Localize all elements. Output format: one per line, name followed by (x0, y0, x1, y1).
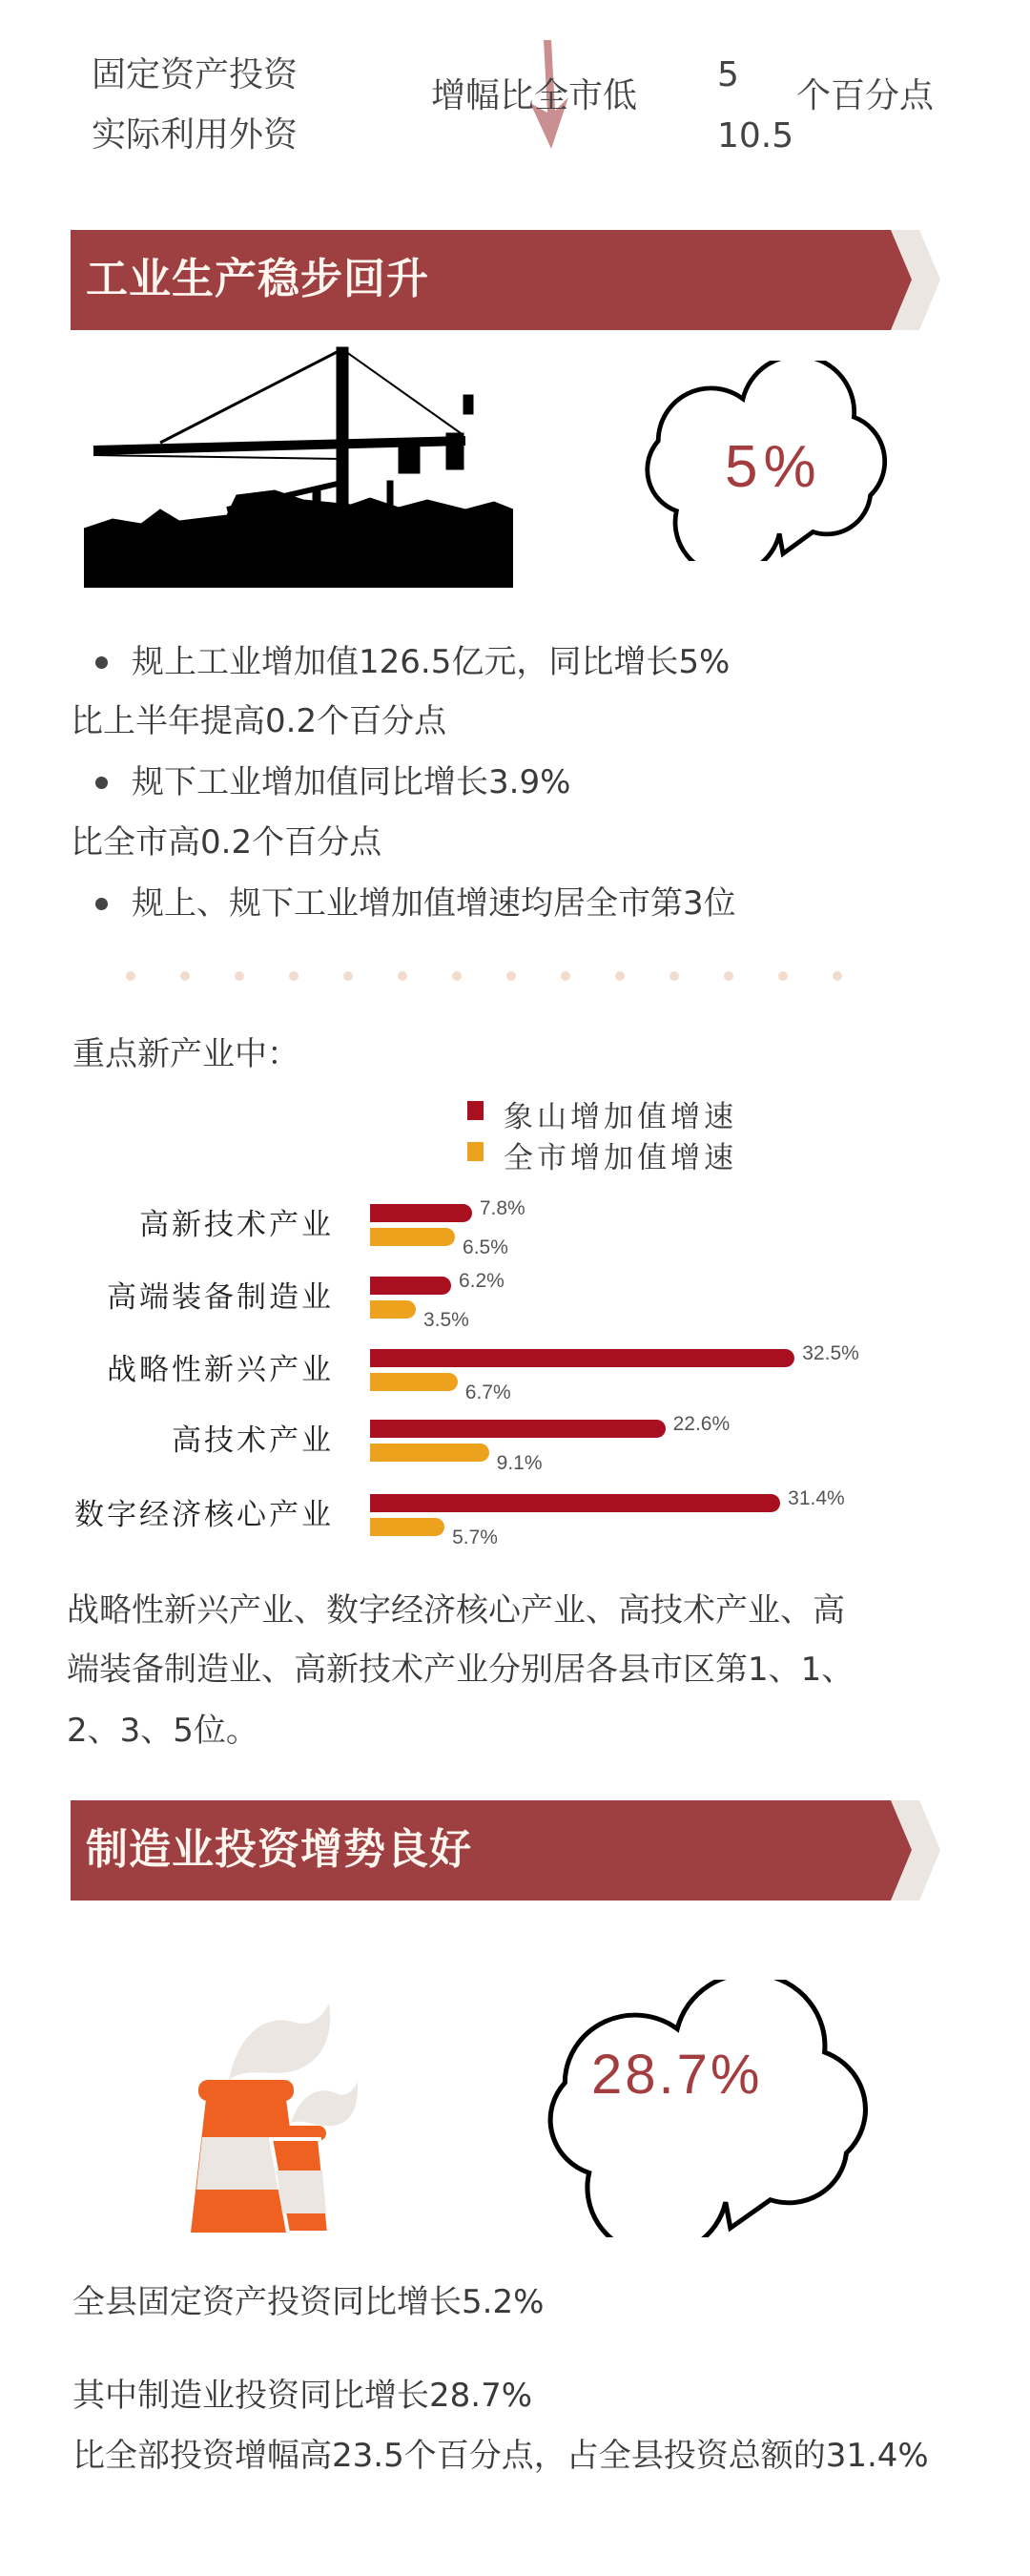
growth-percent: 5% (725, 434, 822, 500)
bar-xiangshan (370, 1277, 451, 1295)
bar-city (370, 1518, 444, 1536)
unit-text: 个百分点 (796, 76, 935, 115)
divider-dot (180, 971, 190, 981)
divider-dot (235, 971, 244, 981)
divider-dot (398, 971, 407, 981)
bar-xiangshan (370, 1420, 666, 1438)
value-label: 32.5% (802, 1342, 859, 1364)
bullet-text: 规上工业增加值126.5亿元，同比增长5% (132, 643, 731, 681)
value-label: 5.7% (452, 1527, 498, 1548)
investment-line: 其中制造业投资同比增长28.7% (72, 2377, 533, 2415)
bar-xiangshan (370, 1349, 794, 1367)
investment-line: 全县固定资产投资同比增长5.2% (72, 2283, 545, 2321)
bullet-icon (95, 777, 108, 789)
bar-city (370, 1300, 416, 1319)
value-label: 6.5% (463, 1236, 508, 1258)
value-label: 3.5% (422, 1309, 469, 1331)
divider-dot (615, 971, 625, 981)
section-banner-manufacturing (71, 1800, 940, 1901)
compare-middle-text: 增幅比全市低 (431, 76, 638, 115)
category-label: 高新技术产业 (139, 1208, 334, 1242)
fixed-asset-investment-label: 固定资产投资 (92, 55, 299, 94)
manufacturing-growth-percent: 28.7% (591, 2044, 763, 2106)
bullet-icon (95, 656, 108, 669)
divider-dot (126, 971, 135, 981)
foreign-capital-label: 实际利用外资 (92, 115, 299, 155)
divider-dot (670, 971, 679, 981)
value-label: 22.6% (672, 1413, 731, 1435)
bullet-icon (95, 898, 108, 910)
value-label: 7.8% (479, 1197, 525, 1219)
divider-dot (724, 971, 733, 981)
legend-label-city: 全市增加值增速 (504, 1141, 737, 1175)
category-label: 高技术产业 (172, 1423, 334, 1458)
chart-note-line: 2、3、5位。 (67, 1712, 258, 1750)
section-title: 工业生产稳步回升 (86, 255, 429, 303)
legend-swatch-city (467, 1142, 484, 1161)
value-label: 31.4% (788, 1487, 845, 1509)
crane-illustration (84, 338, 513, 588)
divider-dot (833, 971, 842, 981)
bullet-text: 规上、规下工业增加值增速均居全市第3位 (132, 884, 736, 923)
category-label: 高端装备制造业 (107, 1280, 334, 1315)
bar-city (370, 1444, 489, 1462)
value-label: 6.7% (464, 1381, 511, 1403)
investment-line: 比全部投资增幅高23.5个百分点，占全县投资总额的31.4% (72, 2437, 929, 2475)
divider-dot (289, 971, 299, 981)
bar-xiangshan (370, 1204, 472, 1222)
chart-note-line: 战略性新兴产业、数字经济核心产业、高技术产业、高 (67, 1591, 845, 1630)
row2-value: 10.5 (717, 116, 794, 156)
category-label: 数字经济核心产业 (74, 1498, 334, 1532)
bullet-text: 规下工业增加值同比增长3.9% (132, 763, 571, 801)
chart-note-line: 端装备制造业、高新技术产业分别居各县市区第1、1、 (67, 1651, 855, 1689)
legend-label-xiangshan: 象山增加值增速 (504, 1100, 737, 1134)
bar-xiangshan (370, 1494, 780, 1512)
value-label: 6.2% (458, 1270, 505, 1292)
section-banner-industry (71, 230, 940, 330)
speech-bubble (523, 1980, 885, 2237)
bar-city (370, 1228, 455, 1246)
bullet-text: 比全市高0.2个百分点 (71, 823, 382, 862)
value-label: 9.1% (496, 1452, 543, 1474)
divider-dot (343, 971, 353, 981)
category-label: 战略性新兴产业 (107, 1353, 334, 1387)
legend-swatch-xiangshan (467, 1101, 484, 1120)
bar-city (370, 1373, 458, 1391)
chart-intro: 重点新产业中： (72, 1035, 299, 1073)
divider-dot (452, 971, 462, 981)
divider-dot (561, 971, 570, 981)
bullet-text: 比上半年提高0.2个百分点 (71, 702, 447, 740)
factory-chimney-illustration (143, 1975, 391, 2233)
divider-dot (778, 971, 788, 981)
row1-value: 5 (717, 55, 739, 94)
divider-dot (506, 971, 516, 981)
section-title: 制造业投资增势良好 (86, 1825, 472, 1874)
